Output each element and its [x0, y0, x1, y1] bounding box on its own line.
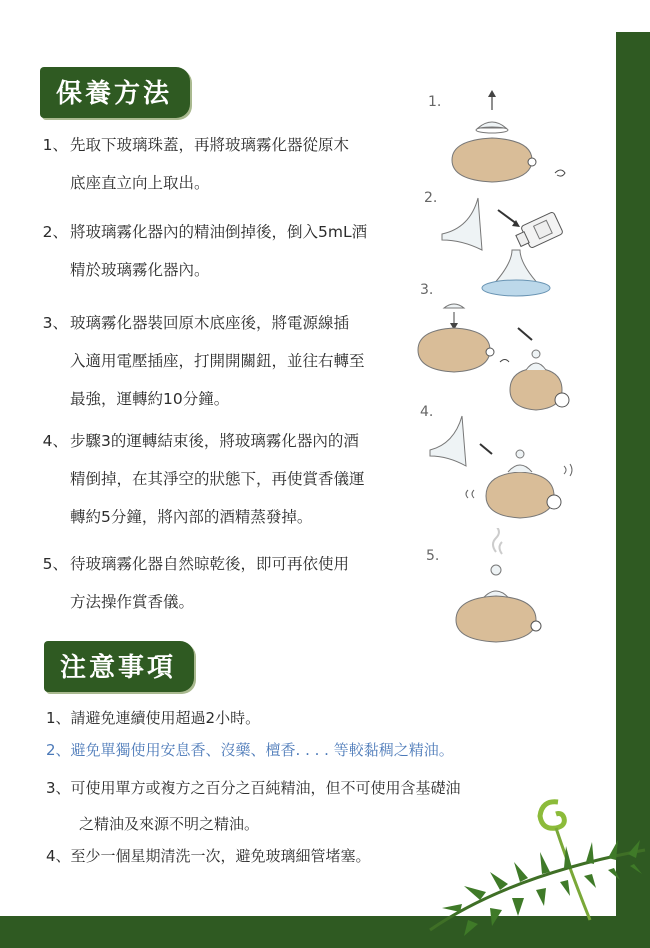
step-text-line1: 待玻璃霧化器自然晾乾後，即可再依使用 — [70, 555, 350, 573]
step-text-line3: 最強，運轉約10分鐘。 — [70, 390, 230, 408]
step-text-line1: 玻璃霧化器裝回原木底座後，將電源線插 — [70, 314, 350, 332]
precaution-1 — [46, 700, 546, 736]
care-step-4 — [42, 422, 402, 536]
note-text-line1: 請避免連續使用超過2小時。 — [70, 709, 261, 727]
precaution-2 — [46, 732, 546, 768]
illustration-step-1-diffuser — [440, 88, 580, 193]
illustration-label-3: 3. — [420, 282, 434, 298]
illustration-label-4: 4. — [420, 404, 434, 420]
step-text-line1: 步驟3的運轉結束後，將玻璃霧化器內的酒 — [70, 432, 359, 450]
note-text-line1: 避免單獨使用安息香、沒藥、檀香. . . . 等較黏稠之精油。 — [70, 741, 454, 759]
step-text-line2: 入適用電壓插座，打開開關鈕，並往右轉至 — [70, 352, 365, 370]
step-text-line2: 方法操作賞香儀。 — [70, 593, 195, 611]
step-text-line2: 底座直立向上取出。 — [70, 174, 210, 192]
note-number: 1、 — [46, 709, 71, 727]
step-text-line1: 將玻璃霧化器內的精油倒掉後，倒入5mL酒 — [70, 223, 368, 241]
illustration-step-5-dried-diffuser — [450, 528, 560, 648]
illustration-step-3-reassemble — [414, 290, 584, 420]
illustration-label-5: 5. — [426, 548, 440, 564]
note-number: 2、 — [46, 741, 71, 759]
step-number: 3、 — [42, 314, 68, 332]
section-title-care: 保養方法 — [40, 67, 190, 118]
illustration-label-2: 2. — [424, 190, 438, 206]
section-title-precautions: 注意事項 — [44, 641, 194, 692]
step-text-line3: 轉約5分鐘，將內部的酒精蒸發掉。 — [70, 508, 313, 526]
note-text-line1: 至少一個星期清洗一次，避免玻璃細管堵塞。 — [70, 847, 371, 865]
care-step-3 — [42, 304, 402, 418]
illustration-label-1: 1. — [428, 94, 442, 110]
step-text-line2: 精倒掉，在其淨空的狀態下，再使賞香儀運 — [70, 470, 365, 488]
illustration-step-4-empty-and-run — [424, 410, 584, 526]
fern-decoration — [420, 780, 650, 948]
step-text-line2: 精於玻璃霧化器內。 — [70, 261, 210, 279]
step-text-line1: 先取下玻璃珠蓋，再將玻璃霧化器從原木 — [70, 136, 350, 154]
note-text-line1: 可使用單方或複方之百分之百純精油，但不可使用含基礎油 — [70, 779, 461, 797]
step-number: 2、 — [42, 223, 68, 241]
illustration-step-2-pour-alcohol — [432, 190, 572, 302]
note-number: 3、 — [46, 779, 71, 797]
care-step-1 — [42, 126, 402, 202]
step-number: 5、 — [42, 555, 68, 573]
note-text-line2: 之精油及來源不明之精油。 — [79, 815, 260, 833]
care-step-5 — [42, 545, 402, 621]
care-step-2 — [42, 213, 402, 289]
top-margin — [0, 0, 650, 32]
step-number: 4、 — [42, 432, 68, 450]
note-number: 4、 — [46, 847, 71, 865]
step-number: 1、 — [42, 136, 68, 154]
